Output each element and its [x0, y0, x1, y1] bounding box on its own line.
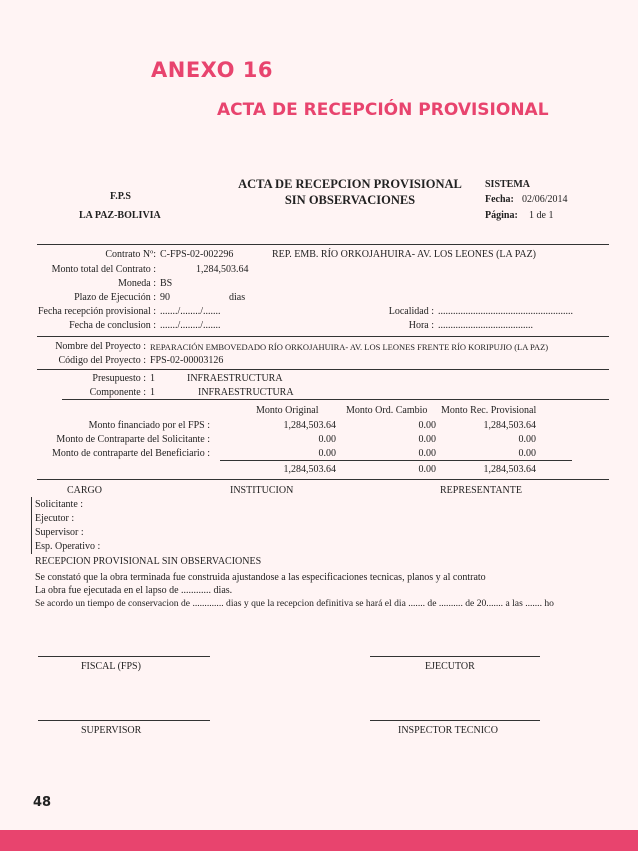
org-name: F.P.S: [110, 191, 131, 202]
amount-row-beneficiario-cambio: 0.00: [418, 448, 436, 459]
roles-header-representante: REPRESENTANTE: [440, 485, 522, 496]
contrato-label: Contrato Nº:: [105, 249, 156, 260]
amount-row-solicitante-cambio: 0.00: [418, 434, 436, 445]
amount-row-solicitante-original: 0.00: [318, 434, 336, 445]
header-rule: [37, 244, 609, 245]
reception-line-1: Se constató que la obra terminada fue construida ajustandose a las especificaciones tecnicas, planos y al contrato: [35, 572, 486, 583]
roles-header-cargo: CARGO: [67, 485, 103, 496]
annex-title: ANEXO 16: [151, 58, 274, 82]
role-supervisor: Supervisor :: [35, 527, 84, 538]
org-city: LA PAZ-BOLIVIA: [79, 210, 161, 221]
fecha-conclusion-label: Fecha de conclusion :: [69, 320, 156, 331]
amount-row-solicitante-label: Monto de Contraparte del Solicitante :: [56, 434, 210, 445]
contrato-description: REP. EMB. RÍO ORKOJAHUIRA- AV. LOS LEONES (LA PAZ): [272, 249, 537, 260]
hora-value: ......................................: [438, 320, 533, 331]
amount-row-fps-rec: 1,284,503.64: [483, 420, 536, 431]
doc-title-line1: ACTA DE RECEPCION PROVISIONAL: [238, 177, 462, 191]
amount-row-beneficiario-original: 0.00: [318, 448, 336, 459]
project-rule: [37, 369, 609, 370]
componente-number: 1: [150, 387, 155, 398]
amount-row-beneficiario-rec: 0.00: [518, 448, 536, 459]
contrato-value: C-FPS-02-002296: [160, 249, 234, 260]
localidad-value: ......................................................: [438, 306, 573, 317]
signature-line-fiscal: [38, 656, 210, 657]
annex-subtitle: ACTA DE RECEPCIÓN PROVISIONAL: [217, 100, 549, 120]
amount-total-original: 1,284,503.64: [283, 464, 336, 475]
presupuesto-label: Presupuesto :: [92, 373, 146, 384]
signature-line-ejecutor: [370, 656, 540, 657]
reception-title: RECEPCION PROVISIONAL SIN OBSERVACIONES: [35, 556, 262, 567]
doc-title-line2: SIN OBSERVACIONES: [284, 193, 416, 207]
page-value: 1 de 1: [529, 210, 554, 221]
role-solicitante: Solicitante :: [35, 499, 84, 510]
roles-header-institucion: INSTITUCION: [230, 485, 294, 496]
componente-label: Componente :: [89, 387, 146, 398]
moneda-label: Moneda :: [117, 278, 156, 289]
signature-fiscal: FISCAL (FPS): [81, 661, 141, 672]
amounts-total-rule: [220, 460, 572, 461]
role-esp-operativo: Esp. Operativo :: [35, 541, 101, 552]
proyecto-nombre-label: Nombre del Proyecto :: [55, 341, 146, 352]
contract-rule: [37, 336, 609, 337]
fecha-conclusion-value: ......./......../.......: [160, 320, 221, 331]
localidad-label: Localidad :: [388, 306, 434, 317]
amount-row-fps-original: 1,284,503.64: [283, 420, 336, 431]
presupuesto-number: 1: [150, 373, 155, 384]
fecha-provisional-value: ......./......../.......: [160, 306, 221, 317]
componente-name: INFRAESTRUCTURA: [198, 387, 294, 398]
signature-supervisor: SUPERVISOR: [81, 725, 142, 736]
proyecto-nombre-value: REPARACIÓN EMBOVEDADO RÍO ORKOJAHUIRA- AV. LOS LEONES FRENTE RÍO KORIPUJIO (LA PAZ): [150, 342, 549, 352]
page-label: Página:: [485, 210, 518, 221]
hora-label: Hora :: [408, 320, 434, 331]
signature-ejecutor: EJECUTOR: [425, 661, 475, 672]
signature-line-inspector: [370, 720, 540, 721]
presupuesto-name: INFRAESTRUCTURA: [187, 373, 283, 384]
amounts-header-rec: Monto Rec. Provisional: [441, 405, 537, 416]
fecha-provisional-label: Fecha recepción provisional :: [37, 306, 156, 317]
roles-left-rule: [31, 497, 32, 554]
amount-total-cambio: 0.00: [418, 464, 436, 475]
amounts-rule: [37, 479, 609, 480]
amount-row-beneficiario-label: Monto de contraparte del Beneficiario :: [52, 448, 210, 459]
proyecto-codigo-label: Código del Proyecto :: [58, 355, 146, 366]
plazo-value: 90: [160, 292, 170, 303]
proyecto-codigo-value: FPS-02-00003126: [150, 355, 224, 366]
amounts-header-original: Monto Original: [256, 405, 319, 416]
amount-row-fps-label: Monto financiado por el FPS :: [88, 420, 210, 431]
plazo-unit: dias: [229, 292, 246, 303]
signature-inspector: INSPECTOR TECNICO: [398, 725, 498, 736]
amount-row-fps-cambio: 0.00: [418, 420, 436, 431]
moneda-value: BS: [160, 278, 173, 289]
amounts-header-cambio: Monto Ord. Cambio: [346, 405, 428, 416]
reception-line-3: Se acordo un tiempo de conservacion de ............. dias y que la recepcion definitiva se hará el dia ....... de .......... de 20....... a las ....... ho: [35, 598, 554, 609]
plazo-label: Plazo de Ejecución :: [74, 292, 156, 303]
date-label: Fecha:: [485, 194, 514, 205]
amount-total-rec: 1,284,503.64: [483, 464, 536, 475]
page-number: 48: [33, 795, 52, 810]
role-ejecutor: Ejecutor :: [35, 513, 75, 524]
date-value: 02/06/2014: [522, 194, 568, 205]
signature-line-supervisor: [38, 720, 210, 721]
reception-line-2: La obra fue ejecutada en el lapso de ............ dias.: [35, 585, 233, 596]
footer-bar: [0, 830, 638, 851]
system-label: SISTEMA: [485, 179, 531, 190]
budget-rule: [62, 399, 609, 400]
monto-total-label: Monto total del Contrato :: [51, 264, 156, 275]
amount-row-solicitante-rec: 0.00: [518, 434, 536, 445]
monto-total-value: 1,284,503.64: [196, 264, 249, 275]
